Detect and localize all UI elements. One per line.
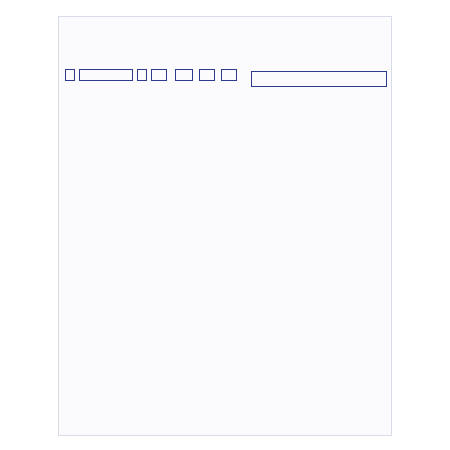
journal-form-sheet — [58, 16, 392, 436]
journal-grid — [59, 17, 393, 437]
